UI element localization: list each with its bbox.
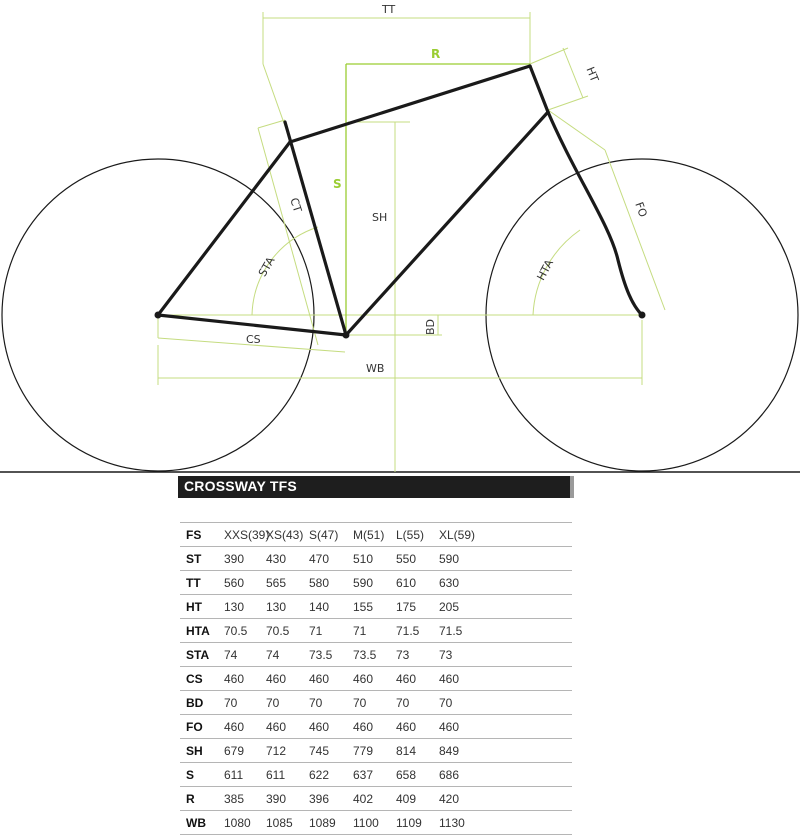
table-cell: 1080 (220, 811, 262, 835)
table-cell: 73.5 (349, 643, 392, 667)
table-cell: 460 (435, 667, 572, 691)
table-cell: 630 (435, 571, 572, 595)
table-cell: 560 (220, 571, 262, 595)
label-bd: BD (424, 318, 437, 335)
table-cell: 510 (349, 547, 392, 571)
table-cell: 460 (220, 667, 262, 691)
table-cell: 1109 (392, 811, 435, 835)
header-size: XL(59) (435, 523, 572, 547)
table-cell: 205 (435, 595, 572, 619)
table-cell: 637 (349, 763, 392, 787)
table-row (180, 739, 572, 763)
table-row (180, 571, 572, 595)
header-size: S(47) (305, 523, 349, 547)
table-cell: 73 (392, 643, 435, 667)
table-cell: 74 (220, 643, 262, 667)
table-cell: 420 (435, 787, 572, 811)
table-cell: 71.5 (435, 619, 572, 643)
table-cell: 580 (305, 571, 349, 595)
table-row (180, 811, 572, 835)
table-cell: 70 (305, 691, 349, 715)
table-cell: 1100 (349, 811, 392, 835)
row-label: BD (180, 691, 220, 715)
row-label: CS (180, 667, 220, 691)
label-ct: CT (287, 196, 305, 214)
header-size: M(51) (349, 523, 392, 547)
table-cell: 814 (392, 739, 435, 763)
table-cell: 390 (220, 547, 262, 571)
table-cell: 745 (305, 739, 349, 763)
table-cell: 460 (349, 715, 392, 739)
table-row (180, 667, 572, 691)
table-cell: 70 (262, 691, 305, 715)
header-row-label: FS (180, 523, 220, 547)
table-cell: 175 (392, 595, 435, 619)
table-cell: 712 (262, 739, 305, 763)
table-cell: 155 (349, 595, 392, 619)
table-cell: 686 (435, 763, 572, 787)
label-sta: STA (256, 254, 278, 279)
row-label: S (180, 763, 220, 787)
label-ht: HT (583, 65, 602, 84)
table-cell: 779 (349, 739, 392, 763)
table-row (180, 547, 572, 571)
table-row (180, 787, 572, 811)
table-row (180, 595, 572, 619)
table-cell: 460 (305, 667, 349, 691)
label-s: S (333, 177, 342, 191)
table-row (180, 715, 572, 739)
table-cell: 460 (262, 715, 305, 739)
table-cell: 409 (392, 787, 435, 811)
table-row (180, 691, 572, 715)
table-cell: 460 (349, 667, 392, 691)
table-row (180, 619, 572, 643)
table-cell: 611 (262, 763, 305, 787)
table-cell: 1130 (435, 811, 572, 835)
row-label: STA (180, 643, 220, 667)
table-row (180, 643, 572, 667)
table-cell: 460 (262, 667, 305, 691)
header-size: L(55) (392, 523, 435, 547)
bike-frame (158, 66, 642, 335)
table-cell: 565 (262, 571, 305, 595)
row-label: WB (180, 811, 220, 835)
row-label: HTA (180, 619, 220, 643)
label-fo: FO (632, 200, 650, 219)
table-cell: 71 (305, 619, 349, 643)
table-cell: 590 (435, 547, 572, 571)
table-cell: 71 (349, 619, 392, 643)
row-label: ST (180, 547, 220, 571)
table-cell: 679 (220, 739, 262, 763)
reach-stack-lines (346, 64, 530, 335)
table-cell: 402 (349, 787, 392, 811)
geometry-table (180, 522, 572, 835)
table-cell: 460 (392, 715, 435, 739)
table-header-row (180, 523, 572, 547)
row-label: SH (180, 739, 220, 763)
table-title-bar (178, 476, 574, 498)
table-cell: 611 (220, 763, 262, 787)
table-cell: 1089 (305, 811, 349, 835)
row-label: TT (180, 571, 220, 595)
table-cell: 70 (349, 691, 392, 715)
table-cell: 460 (220, 715, 262, 739)
header-size: XXS(39) (220, 523, 262, 547)
table-cell: 1085 (262, 811, 305, 835)
label-sh: SH (372, 211, 388, 224)
table-cell: 70 (435, 691, 572, 715)
table-cell: 73 (435, 643, 572, 667)
table-cell: 140 (305, 595, 349, 619)
table-cell: 610 (392, 571, 435, 595)
label-r: R (431, 47, 441, 61)
table-cell: 130 (220, 595, 262, 619)
table-row (180, 763, 572, 787)
label-wb: WB (366, 362, 385, 375)
label-hta: HTA (534, 257, 557, 283)
table-cell: 71.5 (392, 619, 435, 643)
table-cell: 130 (262, 595, 305, 619)
front-axle (639, 312, 646, 319)
table-cell: 460 (305, 715, 349, 739)
table-cell: 385 (220, 787, 262, 811)
table-cell: 70 (220, 691, 262, 715)
table-cell: 74 (262, 643, 305, 667)
label-tt: TT (382, 3, 396, 16)
table-cell: 70.5 (220, 619, 262, 643)
table-cell: 460 (435, 715, 572, 739)
header-size: XS(43) (262, 523, 305, 547)
table-cell: 460 (392, 667, 435, 691)
table-cell: 550 (392, 547, 435, 571)
table-cell: 658 (392, 763, 435, 787)
table-cell: 622 (305, 763, 349, 787)
table-cell: 430 (262, 547, 305, 571)
row-label: R (180, 787, 220, 811)
table-cell: 396 (305, 787, 349, 811)
table-cell: 849 (435, 739, 572, 763)
rear-axle (155, 312, 162, 319)
bottom-bracket (343, 332, 350, 339)
row-label: HT (180, 595, 220, 619)
table-cell: 70 (392, 691, 435, 715)
table-cell: 470 (305, 547, 349, 571)
row-label: FO (180, 715, 220, 739)
table-cell: 590 (349, 571, 392, 595)
table-title: CROSSWAY TFS (184, 478, 297, 494)
table-cell: 390 (262, 787, 305, 811)
table-cell: 70.5 (262, 619, 305, 643)
table-cell: 73.5 (305, 643, 349, 667)
label-cs: CS (246, 333, 261, 346)
